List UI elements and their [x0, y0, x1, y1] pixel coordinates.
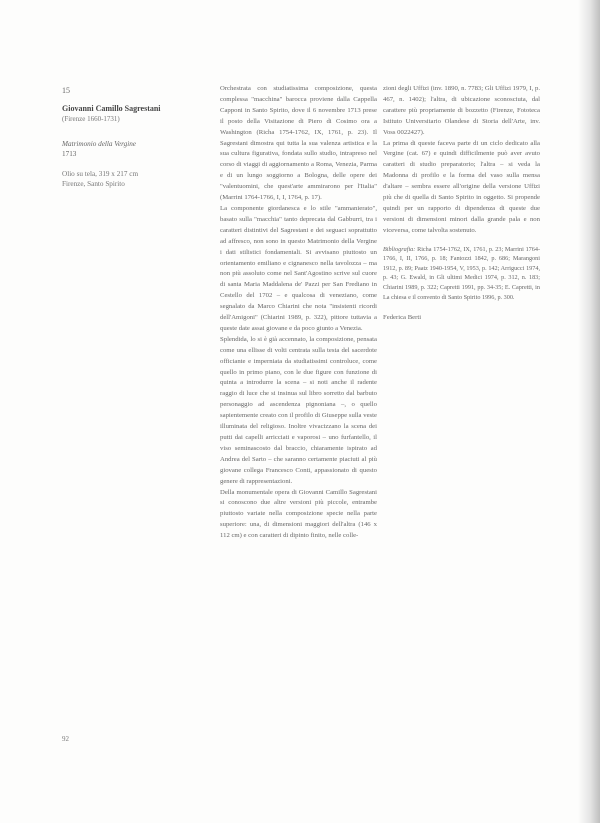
- artwork-title: Matrimonio della Vergine: [62, 140, 136, 148]
- book-gutter-shadow: [578, 0, 600, 823]
- paragraph: Orchestrata con studiatissima composizione, questa complessa "macchina" barocca proviene dalla Cappella Capponi in Santo Spirito, dove il 6 novembre 1713 prese il posto della Visitazione di Piero di Cosimo ora a Washington (Richa 1754-1762, IX, 1761, p. 23). Il Sagrestani dimostra qui tutta la sua valenza artistica e la sua cultura figurativa, fondata sullo studio, intrapreso nel corso di viaggi di aggiornamento a Roma, Venezia, Parma e di un lungo soggiorno a Bologna, delle opere dei "valentuomini, che quest'arte ammirarono per l'Italia" (Marrini 1764-1766, I, I, 1764, p. 17).: [220, 85, 377, 202]
- artwork-location: Firenze, Santo Spirito: [62, 180, 125, 188]
- text-column-left: [220, 84, 377, 542]
- artist-dates: (Firenze 1660-1731): [62, 115, 120, 123]
- paragraph: La prima di queste faceva parte di un ciclo dedicato alla Vergine (cat. 67) e quindi difficilmente può aver avuto caratteri di studio preparatorio; l'altra – si veda la Madonna di profilo e la forma del vaso sulla mensa d'altare – sembra essere all'origine della versione Uffizi più che di quella di Santo Spirito in oggetto. Si propende quindi per un rapporto di dipendenza di queste due versioni di dimensioni minori dalla grande pala e non viceversa, come talvolta sostenuto.: [383, 139, 540, 234]
- artwork-medium: Olio su tela, 319 x 217 cm: [62, 170, 139, 178]
- paragraph: La componente giordanesca e lo stile "ammanierato", basato sulla "macchia" tanto deprecata dal Gabburri, tra i caratteri distintivi del Sagrestani e dei seguaci soprattutto ad affresco, non sono in questo Matrimonio della Vergine i dati stilistici fondamentali. Si avvisano piuttosto un orientamento emiliano e cignanesco nella tavolozza – ma non più assoluto come nel Sant'Agostino scrive sul cuore di santa Maria Maddalena de' Pazzi per San Frediano in Cestello del 1702 – e qualcosa di veneziano, come segnalato da Marco Chiarini che nota "insistenti ricordi dell'Amigoni" (Chiarini 1989, p. 322), pittore tuttavia a queste date assai giovane e da poco giunto a Venezia.: [220, 204, 377, 332]
- paragraph: zioni degli Uffizi (inv. 1890, n. 7783; Gli Uffizi 1979, I, p. 467, n. 1402); l'altra, di ubicazione sconosciuta, dal carattere più propriamente di bozzetto (Firenze, Fototeca Istituto Universitario Olandese di Storia dell'Arte, inv. Voss 0022427).: [383, 85, 540, 136]
- bibliography: [383, 245, 540, 303]
- paragraph: Della monumentale opera di Giovanni Camillo Sagrestani si conoscono due altre versioni più piccole, entrambe piuttosto variate nella composizione specie nella parte superiore: una, di dimensioni maggiori dell'altra (146 x 112 cm) e con caratteri di dipinto finito, nelle colle-: [220, 488, 377, 540]
- text-column-right: [383, 84, 540, 324]
- bibliography-label: Bibliografia:: [383, 245, 416, 253]
- entry-number: 15: [62, 86, 70, 95]
- artwork-year: 1713: [62, 150, 77, 158]
- paragraph: Splendida, lo si è già accennato, la composizione, pensata come una ellisse di volti centrata sulla testa del sacerdote officiante e imperniata da studiatissimi controluce, come quello in primo piano, con le due figure con funzione di quinta a introdurre la scena – si noti anche il radente raggio di luce che si insinua sul libro sorretto dal barbuto personaggio ad ascendenza pignoniana –, o quello sapientemente creato con il profilo di Giuseppe sulla veste illuminata del religioso. Inoltre vivacizzano la scena dei putti dai capelli arricciati e vaporosi – uno furfantello, il viso seminascosto dal braccio, chiaramente ispirato ad Andrea del Sarto – che saranno certamente piaciuti al più giovane collega Francesco Conti, appassionato di questo genere di rappresentazioni.: [220, 335, 377, 485]
- bibliography-text: Richa 1754-1762, IX, 1761, p. 23; Marrini 1764-1766, I, II, 1766, p. 18; Fantozzi 1842, p. 686; Marangoni 1912, p. 89; Paatz 1940-1954, V, 1953, p. 142; Arrigucci 1974, p. 43; G. Ewald, in Gli ultimi Medici 1974, p. 312, n. 183; Chiarini 1989, p. 322; Capretti 1991, pp. 34-35; E. Capretti, in La chiesa e il convento di Santo Spirito 1996, p. 300.: [383, 245, 541, 301]
- page-number: 92: [62, 735, 69, 743]
- entry-author: Federica Berti: [383, 314, 422, 322]
- artist-name: Giovanni Camillo Sagrestani: [62, 104, 161, 113]
